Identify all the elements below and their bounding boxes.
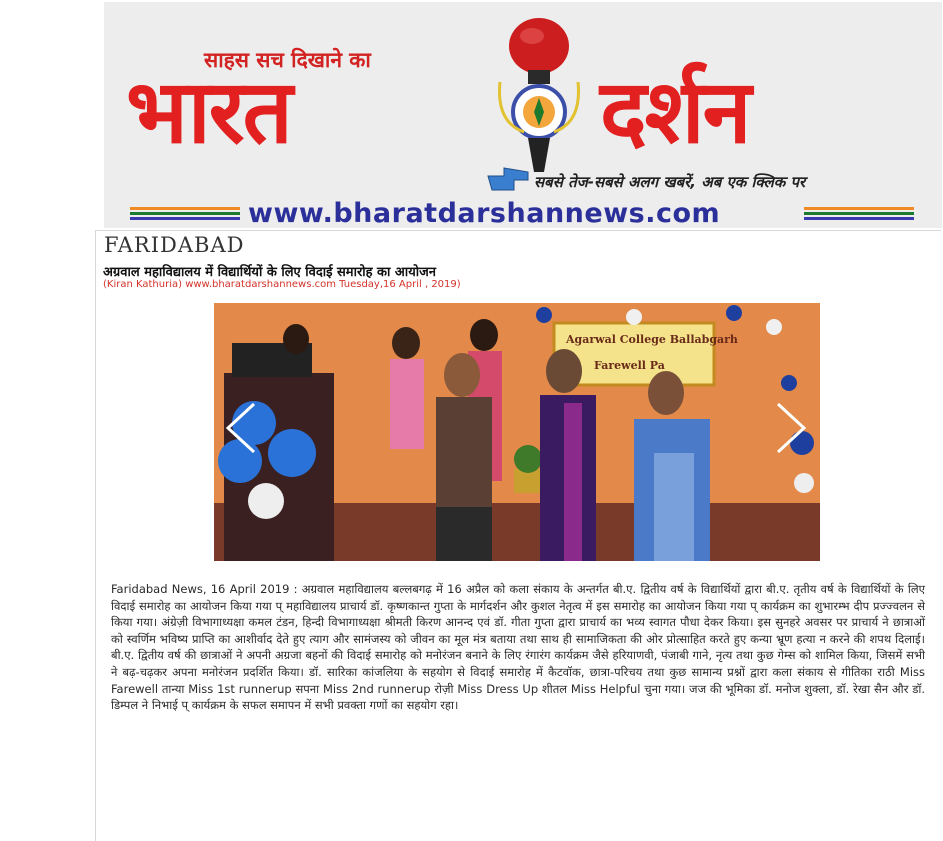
- tricolor-stripe-left: [130, 207, 240, 221]
- tagline: साहस सच दिखाने का: [204, 48, 371, 72]
- article-byline: (Kiran Kathuria) www.bharatdarshannews.com Tuesday,16 April , 2019): [103, 279, 461, 290]
- article-photo: [214, 303, 820, 561]
- banner-subtext: Farewell Pa: [594, 359, 665, 372]
- masthead: [104, 2, 942, 228]
- brand-name-right: दर्शन: [600, 60, 750, 163]
- brand-name-left: भारत: [126, 60, 291, 163]
- next-slide-arrow-icon[interactable]: [772, 398, 812, 458]
- tricolor-stripe-right: [804, 207, 914, 221]
- article-headline: अग्रवाल महाविद्यालय में विद्यार्थियों के लिए विदाई समारोह का आयोजन: [103, 265, 436, 280]
- event-photo-illustration: [214, 303, 820, 561]
- site-url: www.bharatdarshannews.com: [248, 198, 721, 228]
- banner-text: Agarwal College Ballabgarh: [566, 333, 738, 346]
- previous-slide-arrow-icon[interactable]: [220, 398, 260, 458]
- microphone-logo-icon: [484, 12, 594, 182]
- section-title: FARIDABAD: [104, 233, 245, 257]
- pointing-hand-icon: [484, 162, 534, 196]
- sub-tagline: सबसे तेज-सबसे अलग खबरें, अब एक क्लिक पर: [534, 173, 806, 191]
- article-body: Faridabad News, 16 April 2019 : अग्रवाल महाविद्यालय बल्लबगढ़ में 16 अप्रैल को कला संकाय के अन्तर्गत बी.ए. द्वितीय वर्ष के विद्यार्थियों द्वारा बी.ए. तृतीय वर्ष के विद्यार्थियों के लिए विदाई समारोह का आयोजन किया गया प् महाविद्यालय प्राचार्य डॉ. कृष्णकान्त गुप्ता के मार्गदर्शन और कुशल नेतृत्व में इस समारोह का आयोजन किया गया प् कार्यक्रम का शुभारम्भ दीप प्रज्ज्वलन से किया गया। अंग्रेज़ी विभागाध्यक्षा कमल टंडन, हिन्दी विभागाध्यक्षा श्रीमती किरण आनन्द एवं डॉ. गीता गुप्ता द्वारा प्राचार्य का भव्य स्वागत पौधा देकर किया। इस सुनहरे अवसर पर प्राचार्य ने छात्राओं को स्वर्णिम भविष्य प्राप्ति का आशीर्वाद देते हुए त्याग और सामंजस्य को जीवन का मूल मंत्र बताया तथा साथ ही सामाजिकता की ओर प्रोत्साहित करते हुए कन्या भ्रूण हत्या न करने की शपथ दिलाई। बी.ए. द्वितीय वर्ष की छात्राओं ने अपनी अग्रजा बहनों की विदाई समारोह को मनोरंजन बनाने के लिए रंगारंग कार्यक्रम जैसे हरियाणवी, पंजाबी गाने, नृत्य तथा कुछ गेम्स को शामिल किया, जिसमें सभी ने बढ़-चढ़कर अपना मनोरंजन प्रदर्शित किया। डॉ. सारिका कांजलिया के सहयोग से विदाई समारोह में कैटवॉक, छात्रा-परिचय तथा कुछ सामान्य प्रश्नों द्वारा कला संकाय से गीतिका राठी Miss Farewell तान्या Miss 1st runnerup सपना Miss 2nd runnerup रोज़ी Miss Dress Up शीतल Miss Helpful चुना गया। जज की भूमिका डॉ. मनोज शुक्ला, डॉ. रेखा सैन और डॉ. डिम्पल ने निभाई प् कार्यक्रम के सफल समापन में सभी प्रवक्ता गणों का सहयोग रहा।: [111, 582, 925, 713]
